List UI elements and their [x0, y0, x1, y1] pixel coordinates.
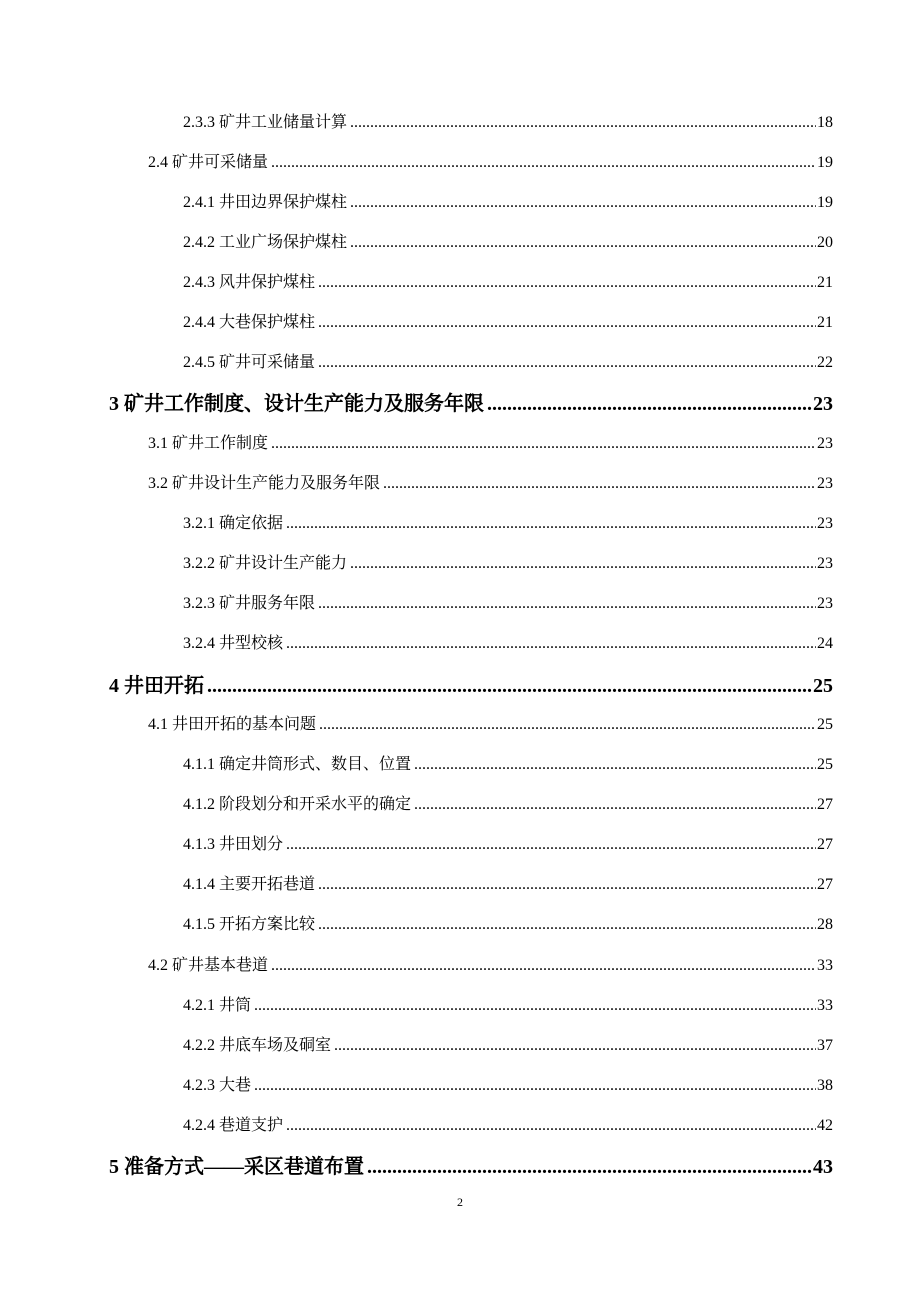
- toc-entry-page: 25: [817, 716, 833, 733]
- toc-entry-page: 23: [817, 515, 833, 532]
- toc-entry-page: 19: [817, 194, 833, 211]
- toc-entry-page: 37: [817, 1037, 833, 1054]
- toc-leader-dots: [414, 757, 816, 773]
- toc-entry-title: 2.4 矿井可采储量: [148, 154, 269, 171]
- toc-entry-page: 33: [817, 957, 833, 974]
- toc-leader-dots: [383, 476, 816, 492]
- toc-entry-page: 42: [817, 1117, 833, 1134]
- toc-entry[interactable]: [148, 717, 833, 733]
- toc-entry[interactable]: [148, 155, 833, 171]
- toc-leader-dots: [254, 1078, 816, 1094]
- toc-entry-page: 27: [817, 836, 833, 853]
- toc-entry-title: 4.2.3 大巷: [183, 1077, 252, 1094]
- toc-entry-page: 18: [817, 114, 833, 131]
- toc-entry[interactable]: [183, 917, 833, 933]
- toc-leader-dots: [286, 1118, 816, 1134]
- toc-entry-title: 3.2.2 矿井设计生产能力: [183, 555, 348, 572]
- toc-leader-dots: [350, 556, 816, 572]
- toc-entry[interactable]: [183, 837, 833, 853]
- toc-entry-page: 23: [817, 435, 833, 452]
- toc-entry-page: 43: [813, 1156, 833, 1178]
- toc-entry[interactable]: [183, 516, 833, 532]
- toc-leader-dots: [318, 917, 816, 933]
- toc-entry-title: 4.2.2 井底车场及硐室: [183, 1037, 332, 1054]
- toc-entry-page: 20: [817, 234, 833, 251]
- toc-entry-title: 4.2 矿井基本巷道: [148, 957, 269, 974]
- toc-entry-title: 2.4.1 井田边界保护煤柱: [183, 194, 348, 211]
- toc-entry-page: 23: [817, 475, 833, 492]
- toc-chapter-entry[interactable]: [109, 394, 833, 414]
- toc-entry-title: 2.3.3 矿井工业储量计算: [183, 114, 348, 131]
- toc-entry-page: 23: [817, 595, 833, 612]
- toc-entry[interactable]: [183, 195, 833, 211]
- toc-entry-page: 21: [817, 274, 833, 291]
- toc-leader-dots: [318, 877, 816, 893]
- page-number: 2: [457, 1195, 463, 1209]
- toc-entry-page: 24: [817, 635, 833, 652]
- toc-chapter-entry[interactable]: [109, 1157, 833, 1177]
- toc-entry[interactable]: [183, 1078, 833, 1094]
- toc-entry[interactable]: [148, 476, 833, 492]
- toc-entry-page: 27: [817, 796, 833, 813]
- toc-leader-dots: [350, 115, 816, 131]
- toc-leader-dots: [487, 394, 812, 414]
- toc-entry[interactable]: [183, 757, 833, 773]
- toc-leader-dots: [319, 717, 816, 733]
- toc-leader-dots: [350, 195, 816, 211]
- toc-entry-page: 25: [813, 675, 833, 697]
- toc-entry[interactable]: [183, 998, 833, 1014]
- toc-entry-title: 4.1.3 井田划分: [183, 836, 284, 853]
- toc-entry[interactable]: [183, 797, 833, 813]
- toc-entry-title: 4.2.4 巷道支护: [183, 1117, 284, 1134]
- toc-entry-title: 2.4.4 大巷保护煤柱: [183, 314, 316, 331]
- toc-entry-title: 2.4.2 工业广场保护煤柱: [183, 234, 348, 251]
- toc-entry-title: 3.1 矿井工作制度: [148, 435, 269, 452]
- toc-entry[interactable]: [183, 275, 833, 291]
- toc-leader-dots: [286, 636, 816, 652]
- toc-entry[interactable]: [183, 355, 833, 371]
- toc-entry-title: 3 矿井工作制度、设计生产能力及服务年限: [109, 393, 484, 415]
- toc-leader-dots: [254, 998, 816, 1014]
- toc-chapter-entry[interactable]: [109, 676, 833, 696]
- toc-leader-dots: [271, 958, 816, 974]
- toc-leader-dots: [414, 797, 816, 813]
- toc-leader-dots: [367, 1157, 812, 1177]
- toc-entry-page: 28: [817, 916, 833, 933]
- toc-leader-dots: [318, 596, 816, 612]
- toc-entry[interactable]: [183, 596, 833, 612]
- toc-entry-title: 5 准备方式——采区巷道布置: [109, 1156, 364, 1178]
- toc-entry[interactable]: [183, 315, 833, 331]
- toc-leader-dots: [286, 837, 816, 853]
- toc-entry[interactable]: [148, 436, 833, 452]
- toc-entry-title: 4.1.5 开拓方案比较: [183, 916, 316, 933]
- toc-entry-title: 4 井田开拓: [109, 675, 204, 697]
- toc-entry-title: 3.2.1 确定依据: [183, 515, 284, 532]
- toc-entry-title: 2.4.5 矿井可采储量: [183, 354, 316, 371]
- toc-entry[interactable]: [183, 115, 833, 131]
- toc-entry[interactable]: [148, 958, 833, 974]
- toc-entry[interactable]: [183, 1038, 833, 1054]
- toc-leader-dots: [207, 676, 812, 696]
- toc-entry-page: 23: [813, 393, 833, 415]
- toc-entry[interactable]: [183, 1118, 833, 1134]
- toc-entry-title: 2.4.3 风井保护煤柱: [183, 274, 316, 291]
- toc-entry-title: 3.2 矿井设计生产能力及服务年限: [148, 475, 381, 492]
- toc-entry[interactable]: [183, 556, 833, 572]
- toc-entry[interactable]: [183, 636, 833, 652]
- toc-leader-dots: [318, 275, 816, 291]
- toc-entry-page: 38: [817, 1077, 833, 1094]
- toc-entry-page: 22: [817, 354, 833, 371]
- toc-leader-dots: [318, 315, 816, 331]
- toc-entry[interactable]: [183, 877, 833, 893]
- toc-leader-dots: [318, 355, 816, 371]
- toc-entry-title: 4.1 井田开拓的基本问题: [148, 716, 317, 733]
- toc-entry[interactable]: [183, 235, 833, 251]
- toc-leader-dots: [286, 516, 816, 532]
- toc-entry-title: 4.1.2 阶段划分和开采水平的确定: [183, 796, 412, 813]
- toc-entry-title: 3.2.4 井型校核: [183, 635, 284, 652]
- toc-leader-dots: [271, 155, 816, 171]
- toc-entry-page: 21: [817, 314, 833, 331]
- toc-leader-dots: [334, 1038, 816, 1054]
- toc-entry-title: 3.2.3 矿井服务年限: [183, 595, 316, 612]
- toc-entry-page: 19: [817, 154, 833, 171]
- toc-entry-title: 4.1.4 主要开拓巷道: [183, 876, 316, 893]
- toc-entry-page: 23: [817, 555, 833, 572]
- toc-leader-dots: [271, 436, 816, 452]
- toc-entry-page: 33: [817, 997, 833, 1014]
- toc-entry-page: 27: [817, 876, 833, 893]
- toc-leader-dots: [350, 235, 816, 251]
- toc-entry-title: 4.1.1 确定井筒形式、数目、位置: [183, 756, 412, 773]
- toc-entry-page: 25: [817, 756, 833, 773]
- toc-entry-title: 4.2.1 井筒: [183, 997, 252, 1014]
